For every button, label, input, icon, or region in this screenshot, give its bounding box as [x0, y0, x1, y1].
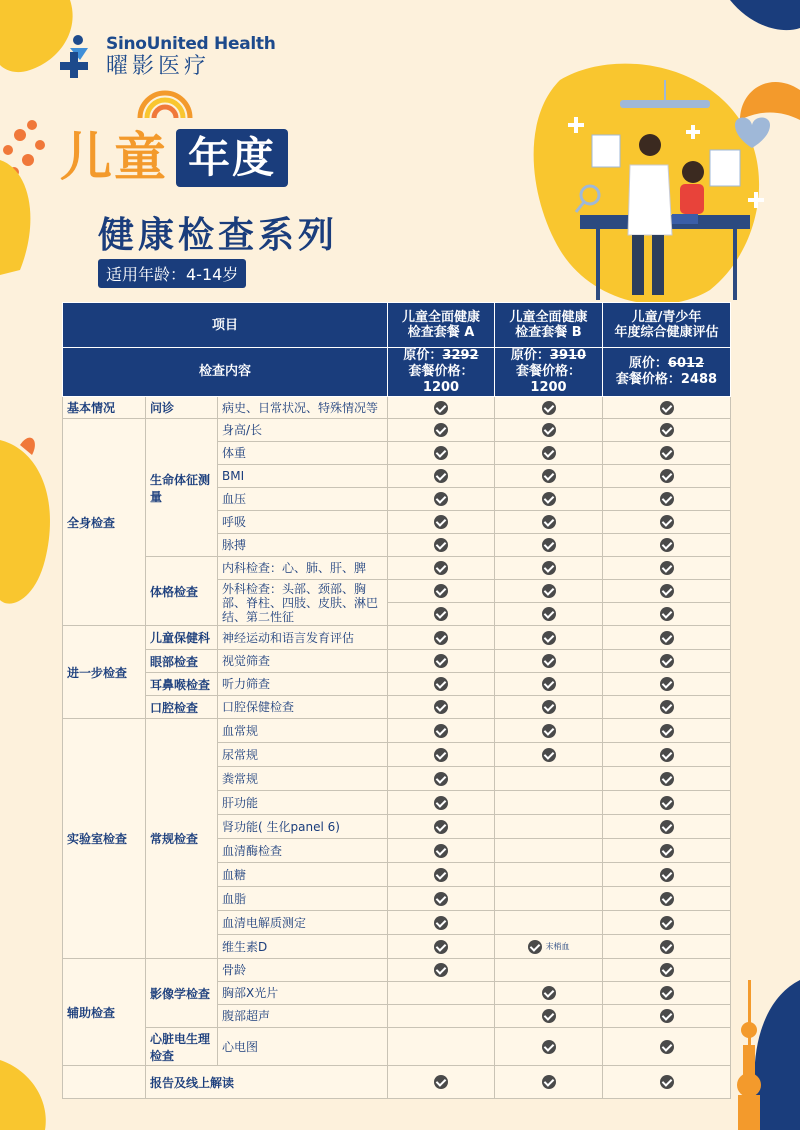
check-icon	[542, 1009, 556, 1023]
category-further: 进一步检查	[63, 626, 146, 719]
brand-name-cn: 曜影医疗	[106, 54, 211, 79]
check-icon	[542, 607, 556, 621]
check-icon	[660, 940, 674, 954]
check-icon	[434, 868, 448, 882]
check-icon	[660, 796, 674, 810]
check-icon	[434, 940, 448, 954]
check-icon	[660, 1040, 674, 1054]
check-icon	[542, 677, 556, 691]
check-icon	[660, 677, 674, 691]
sub-oral: 口腔检查	[146, 696, 218, 719]
item-ultra: 腹部超声	[218, 1005, 388, 1028]
item-internal: 内科检查：心、肺、肝、脾	[218, 557, 388, 580]
table-row	[63, 557, 731, 580]
category-basic: 基本情况	[63, 397, 146, 419]
check-icon	[660, 515, 674, 529]
check-icon	[542, 423, 556, 437]
category-lab: 实验室检查	[63, 719, 146, 959]
item-height: 身高/长	[218, 419, 388, 442]
item-oralcare: 口腔保健检查	[218, 696, 388, 719]
item-electrolyte: 血清电解质测定	[218, 911, 388, 935]
table-row	[63, 1028, 731, 1066]
sub-ecg: 心脏电生理检查	[146, 1028, 218, 1066]
item-ecg: 心电图	[218, 1028, 388, 1066]
check-icon	[542, 1040, 556, 1054]
check-icon	[660, 820, 674, 834]
sub-imaging: 影像学检查	[146, 959, 218, 1028]
table-header-row	[63, 303, 731, 348]
check-icon	[660, 772, 674, 786]
category-aux: 辅助检查	[63, 959, 146, 1066]
fingertip-note: 末梢血	[545, 942, 570, 952]
check-icon	[660, 631, 674, 645]
item-enzyme: 血清酶检查	[218, 839, 388, 863]
check-icon	[660, 748, 674, 762]
check-icon	[660, 724, 674, 738]
item-xray: 胸部X光片	[218, 982, 388, 1005]
category-whole: 全身检查	[63, 419, 146, 626]
item-lipid: 血脂	[218, 887, 388, 911]
check-icon	[434, 469, 448, 483]
item-liver: 肝功能	[218, 791, 388, 815]
table-row	[63, 397, 731, 419]
item-neuro: 神经运动和语言发育评估	[218, 626, 388, 650]
title-part2: 年度	[176, 129, 288, 187]
item-blood: 血常规	[218, 719, 388, 743]
item-vision: 视觉筛查	[218, 650, 388, 673]
check-icon	[542, 724, 556, 738]
item-bp: 血压	[218, 488, 388, 511]
check-icon	[660, 1075, 674, 1089]
check-icon	[434, 796, 448, 810]
item-weight: 体重	[218, 442, 388, 465]
table-row	[63, 696, 731, 719]
brand-name-en: SinoUnited Health	[106, 34, 276, 54]
item-glucose: 血糖	[218, 863, 388, 887]
check-icon	[660, 963, 674, 977]
package-a-price: 原价：3292 套餐价格：1200	[388, 348, 495, 397]
table-row	[63, 1066, 731, 1099]
check-icon	[660, 1009, 674, 1023]
item-hearing: 听力筛查	[218, 673, 388, 696]
table-row	[63, 959, 731, 982]
check-icon	[434, 423, 448, 437]
check-icon	[660, 986, 674, 1000]
package-b-price: 原价：3910 套餐价格：1200	[495, 348, 603, 397]
check-icon	[660, 401, 674, 415]
check-icon	[542, 401, 556, 415]
check-icon	[542, 1075, 556, 1089]
check-icon	[542, 986, 556, 1000]
check-icon	[434, 584, 448, 598]
package-b-name: 儿童全面健康 检查套餐 B	[495, 303, 603, 348]
item-vitd: 维生素D	[218, 935, 388, 959]
item-surgical: 外科检查：头部、颈部、胸部、脊柱、四肢、皮肤、淋巴结、第二性征	[218, 580, 388, 626]
check-icon	[434, 748, 448, 762]
sub-vital: 生命体征测量	[146, 419, 218, 557]
check-icon	[434, 492, 448, 506]
check-icon	[660, 584, 674, 598]
table-row	[63, 626, 731, 650]
brand-logo	[58, 34, 276, 80]
sub-physical: 体格检查	[146, 557, 218, 626]
package-table	[62, 302, 731, 1099]
item-urine: 尿常规	[218, 743, 388, 767]
item-kidney: 肾功能( 生化panel 6)	[218, 815, 388, 839]
item-history: 病史、日常状况、特殊情况等	[218, 397, 388, 419]
check-icon	[542, 446, 556, 460]
check-icon	[434, 607, 448, 621]
check-icon	[434, 401, 448, 415]
check-icon	[434, 724, 448, 738]
check-icon	[434, 654, 448, 668]
package-c-name: 儿童/青少年 年度综合健康评估	[603, 303, 731, 348]
table-row	[63, 419, 731, 442]
check-icon	[660, 892, 674, 906]
check-icon	[434, 515, 448, 529]
check-icon	[542, 492, 556, 506]
header-content: 检查内容	[63, 348, 388, 397]
page-title	[60, 128, 288, 188]
check-icon	[660, 469, 674, 483]
check-icon	[434, 820, 448, 834]
check-icon	[434, 631, 448, 645]
sub-report: 报告及线上解读	[146, 1066, 388, 1099]
item-stool: 粪常规	[218, 767, 388, 791]
title-part1: 儿童	[60, 128, 169, 188]
check-icon	[542, 654, 556, 668]
check-icon	[542, 538, 556, 552]
page-subtitle: 健康检查系列	[98, 215, 339, 256]
check-icon	[434, 844, 448, 858]
age-badge: 适用年龄：4-14岁	[98, 259, 246, 288]
check-icon	[434, 561, 448, 575]
check-icon	[660, 538, 674, 552]
sub-ent: 耳鼻喉检查	[146, 673, 218, 696]
header-item: 项目	[63, 303, 388, 348]
check-icon	[434, 916, 448, 930]
check-icon	[434, 963, 448, 977]
table-row	[63, 719, 731, 743]
check-icon	[434, 677, 448, 691]
table-price-row	[63, 348, 731, 397]
item-bone: 骨龄	[218, 959, 388, 982]
check-icon	[434, 892, 448, 906]
sub-routine: 常规检查	[146, 719, 218, 959]
package-a-name: 儿童全面健康 检查套餐 A	[388, 303, 495, 348]
check-icon	[434, 446, 448, 460]
check-icon	[660, 654, 674, 668]
check-icon	[660, 700, 674, 714]
check-icon	[542, 631, 556, 645]
check-icon	[660, 916, 674, 930]
sub-child: 儿童保健科	[146, 626, 218, 650]
check-icon	[542, 748, 556, 762]
check-icon	[542, 561, 556, 575]
check-icon	[542, 469, 556, 483]
check-icon	[434, 1075, 448, 1089]
check-icon	[660, 492, 674, 506]
check-icon	[660, 607, 674, 621]
sub-inquiry: 问诊	[146, 397, 218, 419]
check-icon	[542, 584, 556, 598]
item-pulse: 脉搏	[218, 534, 388, 557]
table-row	[63, 650, 731, 673]
check-icon	[542, 700, 556, 714]
check-icon	[434, 772, 448, 786]
check-icon	[660, 868, 674, 882]
check-icon	[528, 940, 542, 954]
check-icon	[660, 561, 674, 575]
item-breath: 呼吸	[218, 511, 388, 534]
check-icon	[660, 844, 674, 858]
check-icon	[542, 515, 556, 529]
check-icon	[434, 538, 448, 552]
check-icon	[434, 700, 448, 714]
item-bmi: BMI	[218, 465, 388, 488]
check-icon	[660, 446, 674, 460]
sub-eye: 眼部检查	[146, 650, 218, 673]
check-icon	[660, 423, 674, 437]
logo-cross-icon	[58, 34, 98, 78]
table-row	[63, 673, 731, 696]
package-c-price: 原价：6012 套餐价格：2488	[603, 348, 731, 397]
